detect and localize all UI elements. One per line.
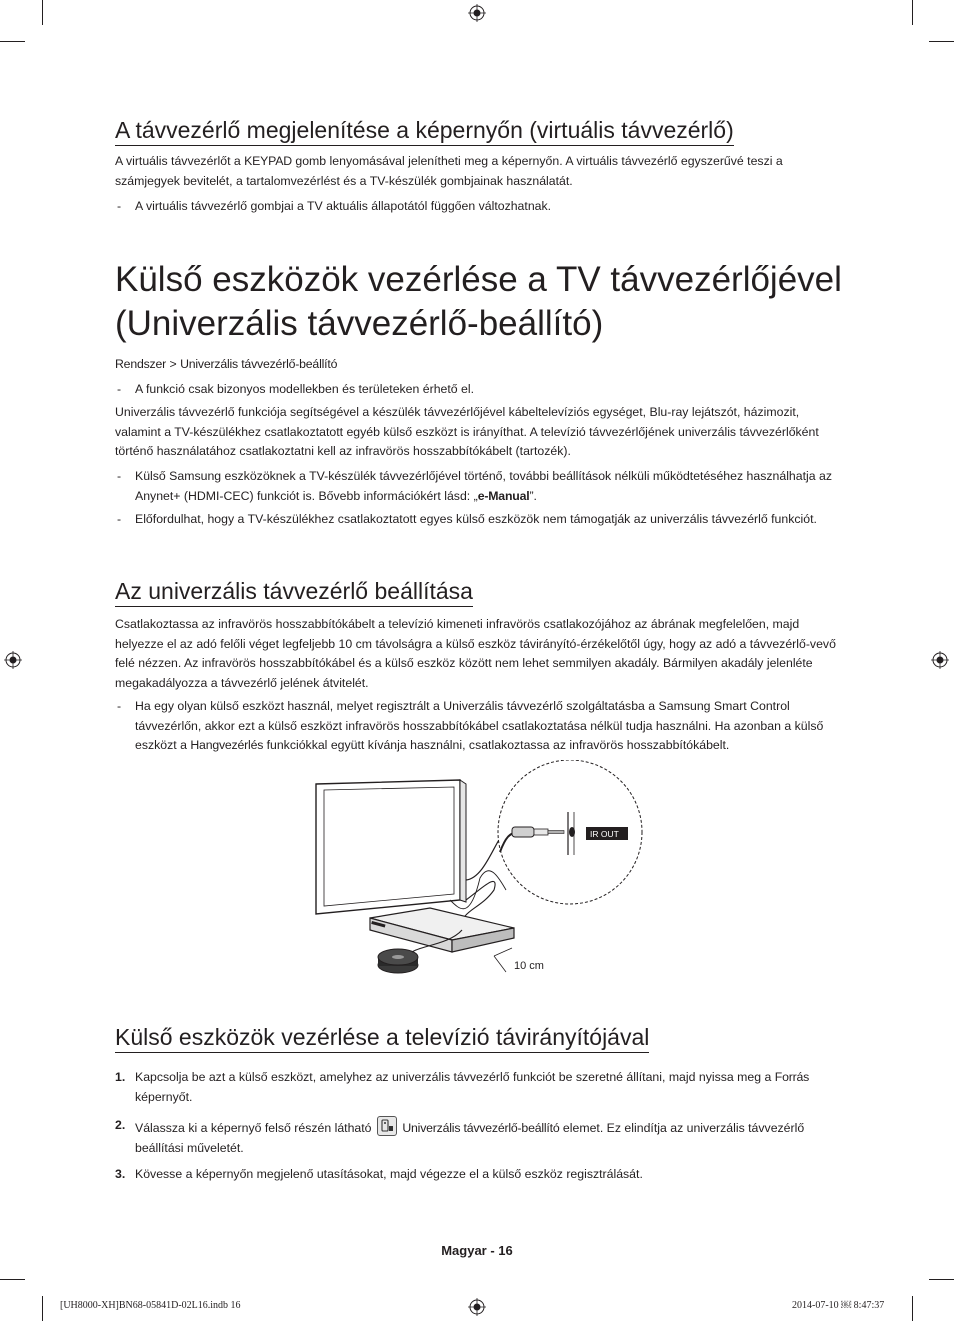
e-manual-link[interactable]: e-Manual (477, 488, 530, 503)
distance-label: 10 cm (514, 960, 544, 972)
bullet-dash: - (117, 199, 122, 213)
crop-mark (42, 0, 43, 25)
crop-mark (929, 1279, 954, 1280)
tv-illustration (316, 780, 466, 914)
step-number: 1. (115, 1070, 126, 1084)
crop-mark (42, 1296, 43, 1321)
availability-note: A funkció csak bizonyos modellekben és területeken érhető el. (135, 382, 475, 396)
step-1-text: Kapcsolja be azt a külső eszközt, amelyhez az univerzális távvezérlő funkciót be szeretné állítani, majd nyissa meg a Forrás képernyőt. (135, 1070, 810, 1104)
anynet-note: Külső Samsung eszközöknek a TV-készülék távvezérlőjével történő, további beállítások nélküli működtetéséhez használhatja az Anynet+ (HDMI-CEC) funkciót is. Bővebb információkért lásd: „e-Manual”. (135, 469, 832, 503)
section-title-setup: Az univerzális távvezérlő beállítása (115, 577, 473, 607)
voice-control-label: Hangvezérlés (190, 738, 264, 752)
registration-mark-icon (931, 651, 949, 669)
breadcrumb-item-universal-remote: Univerzális távvezérlő-beállító (180, 357, 338, 371)
step-number: 3. (115, 1167, 126, 1181)
step-2-text: Válassza ki a képernyő felső részén látható Univerzális távvezérlő-beállító elemet. Ez elindítja az univerzális távvezérlő beállítási műveletét. (135, 1116, 840, 1158)
section-title-control-external: Külső eszközök vezérlése a televízió távirányítójával (115, 1023, 649, 1053)
step-3-text: Kövesse a képernyőn megjelenő utasításokat, majd végezze el a külső eszköz regisztrálását. (135, 1167, 643, 1181)
breadcrumb (115, 355, 337, 374)
breadcrumb-separator: > (169, 357, 177, 371)
bullet-dash: - (117, 469, 122, 483)
page-number: Magyar - 16 (441, 1243, 513, 1258)
virtual-remote-note: A virtuális távvezérlő gombjai a TV aktuális állapotától függően változhatnak. (135, 199, 552, 213)
crop-mark (0, 41, 25, 42)
crop-mark (912, 0, 913, 25)
registration-mark-icon (468, 1298, 486, 1316)
ir-out-port-label: IR OUT (590, 829, 619, 839)
ir-extender-connection-diagram (300, 760, 660, 990)
set-top-box-illustration (370, 908, 514, 952)
virtual-remote-paragraph: A virtuális távvezérlőt a KEYPAD gomb lenyomásával jelenítheti meg a képernyőn. A virtuális távvezérlő egyszerűvé teszi a számjegyek bevitelét, a tartalomvezérlést és a TV-készülék gombjainak használatát. (115, 154, 783, 188)
registration-mark-icon (4, 651, 22, 669)
bullet-dash: - (117, 512, 122, 526)
bullet-dash: - (117, 699, 122, 713)
bullet-dash: - (117, 382, 122, 396)
compatibility-note: Előfordulhat, hogy a TV-készülékhez csatlakoztatott egyes külső eszközök nem támogatják az univerzális távvezérlő funkciót. (135, 512, 817, 526)
magnified-port-callout (498, 760, 642, 904)
step-number: 2. (115, 1118, 126, 1132)
page-title-universal-remote: Külső eszközök vezérlése a TV távvezérlőjével (Univerzális távvezérlő-beállító) (115, 260, 842, 343)
crop-mark (0, 1279, 25, 1280)
breadcrumb-item-system: Rendszer (115, 357, 167, 371)
crop-mark (912, 1296, 913, 1321)
keypad-key-label: KEYPAD (244, 154, 292, 168)
registration-mark-icon (468, 4, 486, 22)
section-title-virtual-remote: A távvezérlő megjelenítése a képernyőn (virtuális távvezérlő) (115, 116, 734, 146)
source-menu-label: Forrás (774, 1070, 810, 1084)
print-slug-right: 2014-07-10 ￼ 8:47:37 (792, 1300, 885, 1311)
universal-remote-setup-icon (377, 1116, 397, 1136)
universal-remote-setup-label: Univerzális távvezérlő-beállító (402, 1121, 560, 1135)
print-slug-left: [UH8000-XH]BN68-05841D-02L16.indb 16 (60, 1300, 241, 1311)
universal-remote-paragraph: Univerzális távvezérlő funkciója segítségével a készülék távvezérlőjével kábeltelevíziós egységet, Blu-ray lejátszót, házimozit, valamint a TV-készülékhez csatlakoztatott egyéb külső eszközt is irányíthat. A televízió távvezérlőjének univerzális távvezérlőként történő használatához csatlakoztatni kell az infravörös hosszabbítókábelt (tartozék). (115, 405, 819, 458)
smart-control-note: Ha egy olyan külső eszközt használ, melyet regisztrált a Univerzális távvezérlő szolgáltatásba a Samsung Smart Control távvezérlőn, akkor ezt a külső eszközt infravörös hosszabbítókábel csatlakoztatása nélkül tudja használni. Ha azonban a külső eszközt a Hangvezérlés funkciókkal együtt kívánja használni, csatlakoztassa az infravörös hosszabbítókábelt. (135, 699, 824, 752)
setup-paragraph: Csatlakoztassa az infravörös hosszabbítókábelt a televízió kimeneti infravörös csatlakozójához az ábrának megfelelően, majd helyezze el az adó felőli véget legfeljebb 10 cm távolságra a külső eszköz távirányító-érzékelőtől úgy, hogy az adó a távvezérlő-vevő felé nézzen. Az infravörös hosszabbítókábel és a külső eszköz között nem lehet semmilyen akadály. Bármilyen akadály jelenléte megakadályozza a távvezérlő jelének átvitelét. (115, 617, 836, 690)
crop-mark (929, 41, 954, 42)
